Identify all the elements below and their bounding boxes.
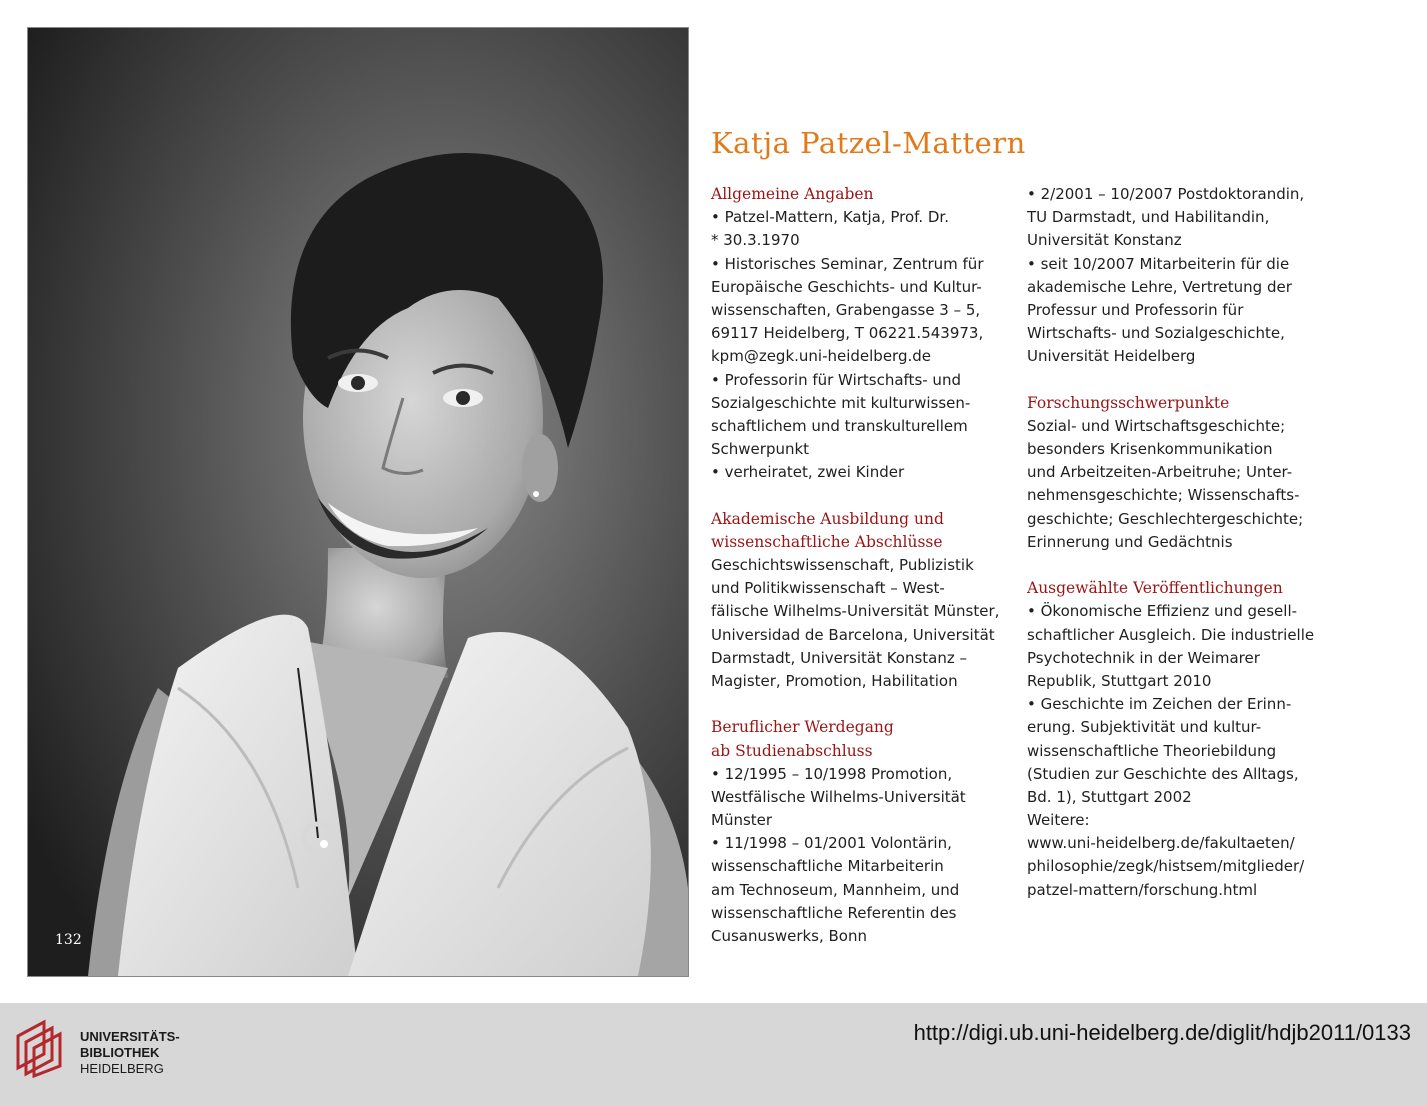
email-text: kpm@zegk.uni-heidelberg.de [711, 347, 932, 366]
text-line: Universität Konstanz [1027, 231, 1182, 250]
text-column-right [1027, 183, 1327, 902]
section-spacer [711, 484, 1011, 507]
text-line: Westfälische Wilhelms-Universität [711, 787, 966, 806]
portrait-illustration [28, 28, 688, 976]
logo-line-3: HEIDELBERG [80, 1061, 164, 1076]
section-heading-education-2: wissenschaftliche Abschlüsse [711, 532, 943, 551]
section-spacer [711, 693, 1011, 716]
text-line: wissenschaftliche Mitarbeiterin [711, 857, 944, 876]
logo-line-2: BIBLIOTHEK [80, 1045, 160, 1060]
text-line: schaftlicher Ausgleich. Die industrielle [1027, 625, 1315, 644]
text-column-left [711, 183, 1011, 948]
text-line: Universität Heidelberg [1027, 347, 1196, 366]
text-line: Republik, Stuttgart 2010 [1027, 671, 1212, 690]
text-line: Münster [711, 811, 773, 830]
page-number: 132 [55, 932, 82, 948]
url-line: patzel-mattern/forschung.html [1027, 880, 1258, 899]
text-line: • 2/2001 – 10/2007 Postdoktorandin, [1027, 185, 1305, 203]
text-line: Geschichtswissenschaft, Publizistik [711, 556, 974, 574]
text-line: • 12/1995 – 10/1998 Promotion, [711, 764, 953, 783]
person-name-title: Katja Patzel-Mattern [711, 126, 1026, 160]
section-heading-career-2: ab Studienabschluss [711, 741, 873, 760]
text-line: Cusanuswerks, Bonn [711, 927, 867, 945]
text-line: Weitere: [1027, 811, 1090, 830]
text-line: Professur und Professorin für [1027, 300, 1244, 319]
text-line: und Politikwissenschaft – West- [711, 579, 945, 598]
text-line: • Geschichte im Zeichen der Erinn- [1027, 695, 1292, 714]
url-line: www.uni-heidelberg.de/fakultaeten/ [1027, 834, 1295, 853]
footer-bar [0, 1003, 1427, 1106]
text-line: akademische Lehre, Vertretung der [1027, 277, 1292, 296]
text-line: Europäische Geschichts- und Kultur- [711, 277, 982, 296]
text-line: fälische Wilhelms-Universität Münster, [711, 602, 1000, 621]
text-line: Erinnerung und Gedächtnis [1027, 532, 1233, 551]
library-logo-text [80, 1029, 180, 1077]
library-logo-icon [14, 1018, 72, 1082]
section-heading-publications: Ausgewählte Veröffentlichungen [1027, 579, 1283, 598]
text-line: wissenschaftliche Theoriebildung [1027, 741, 1277, 760]
text-line: Schwerpunkt [711, 440, 810, 459]
text-line: Sozialgeschichte mit kulturwissen- [711, 393, 971, 412]
section-spacer [1027, 554, 1327, 577]
text-line: • 11/1998 – 01/2001 Volontärin, [711, 834, 952, 853]
section-heading-general: Allgemeine Angaben [711, 185, 874, 203]
text-line: Magister, Promotion, Habilitation [711, 671, 958, 690]
text-line: erung. Subjektivität und kultur- [1027, 718, 1262, 737]
text-line: • Professorin für Wirtschafts- und [711, 370, 961, 389]
text-line: schaftlichem und transkulturellem [711, 416, 968, 435]
source-url-link[interactable]: http://digi.ub.uni-heidelberg.de/diglit/hdjb2011/0133 [913, 1020, 1411, 1045]
section-heading-research: Forschungsschwerpunkte [1027, 393, 1230, 412]
text-line: • Patzel-Mattern, Katja, Prof. Dr. [711, 208, 949, 227]
text-line: (Studien zur Geschichte des Alltags, [1027, 764, 1299, 783]
text-line: • Ökonomische Effizienz und gesell- [1027, 602, 1298, 621]
text-line: • Historisches Seminar, Zentrum für [711, 254, 984, 273]
text-line: • seit 10/2007 Mitarbeiterin für die [1027, 254, 1290, 273]
text-line: wissenschaftliche Referentin des [711, 903, 957, 922]
text-line: Wirtschafts- und Sozialgeschichte, [1027, 324, 1285, 343]
section-heading-education: Akademische Ausbildung und [711, 509, 944, 528]
text-line: • verheiratet, zwei Kinder [711, 463, 905, 482]
text-line: am Technoseum, Mannheim, und [711, 880, 960, 899]
logo-line-1: UNIVERSITÄTS- [80, 1029, 180, 1044]
url-line: philosophie/zegk/histsem/mitglieder/ [1027, 857, 1305, 876]
text-line: und Arbeitzeiten-Arbeitruhe; Unter- [1027, 463, 1293, 482]
section-spacer [1027, 369, 1327, 392]
text-line: besonders Krisenkommunikation [1027, 440, 1273, 459]
portrait-photo [27, 27, 689, 977]
text-line: Bd. 1), Stuttgart 2002 [1027, 787, 1192, 806]
text-line: Psychotechnik in der Weimarer [1027, 648, 1260, 667]
text-line: wissenschaften, Grabengasse 3 – 5, [711, 300, 981, 319]
text-line: nehmensgeschichte; Wissenschafts- [1027, 486, 1300, 505]
section-heading-career: Beruflicher Werdegang [711, 718, 894, 737]
text-line: 69117 Heidelberg, T 06221.543973, [711, 324, 984, 343]
text-line: * 30.3.1970 [711, 231, 800, 250]
text-line: Sozial- und Wirtschaftsgeschichte; [1027, 416, 1286, 435]
text-line: Universidad de Barcelona, Universität [711, 625, 995, 644]
text-line: TU Darmstadt, und Habilitandin, [1027, 208, 1270, 227]
text-line: Darmstadt, Universität Konstanz – [711, 648, 968, 667]
text-line: geschichte; Geschlechtergeschichte; [1027, 509, 1304, 528]
